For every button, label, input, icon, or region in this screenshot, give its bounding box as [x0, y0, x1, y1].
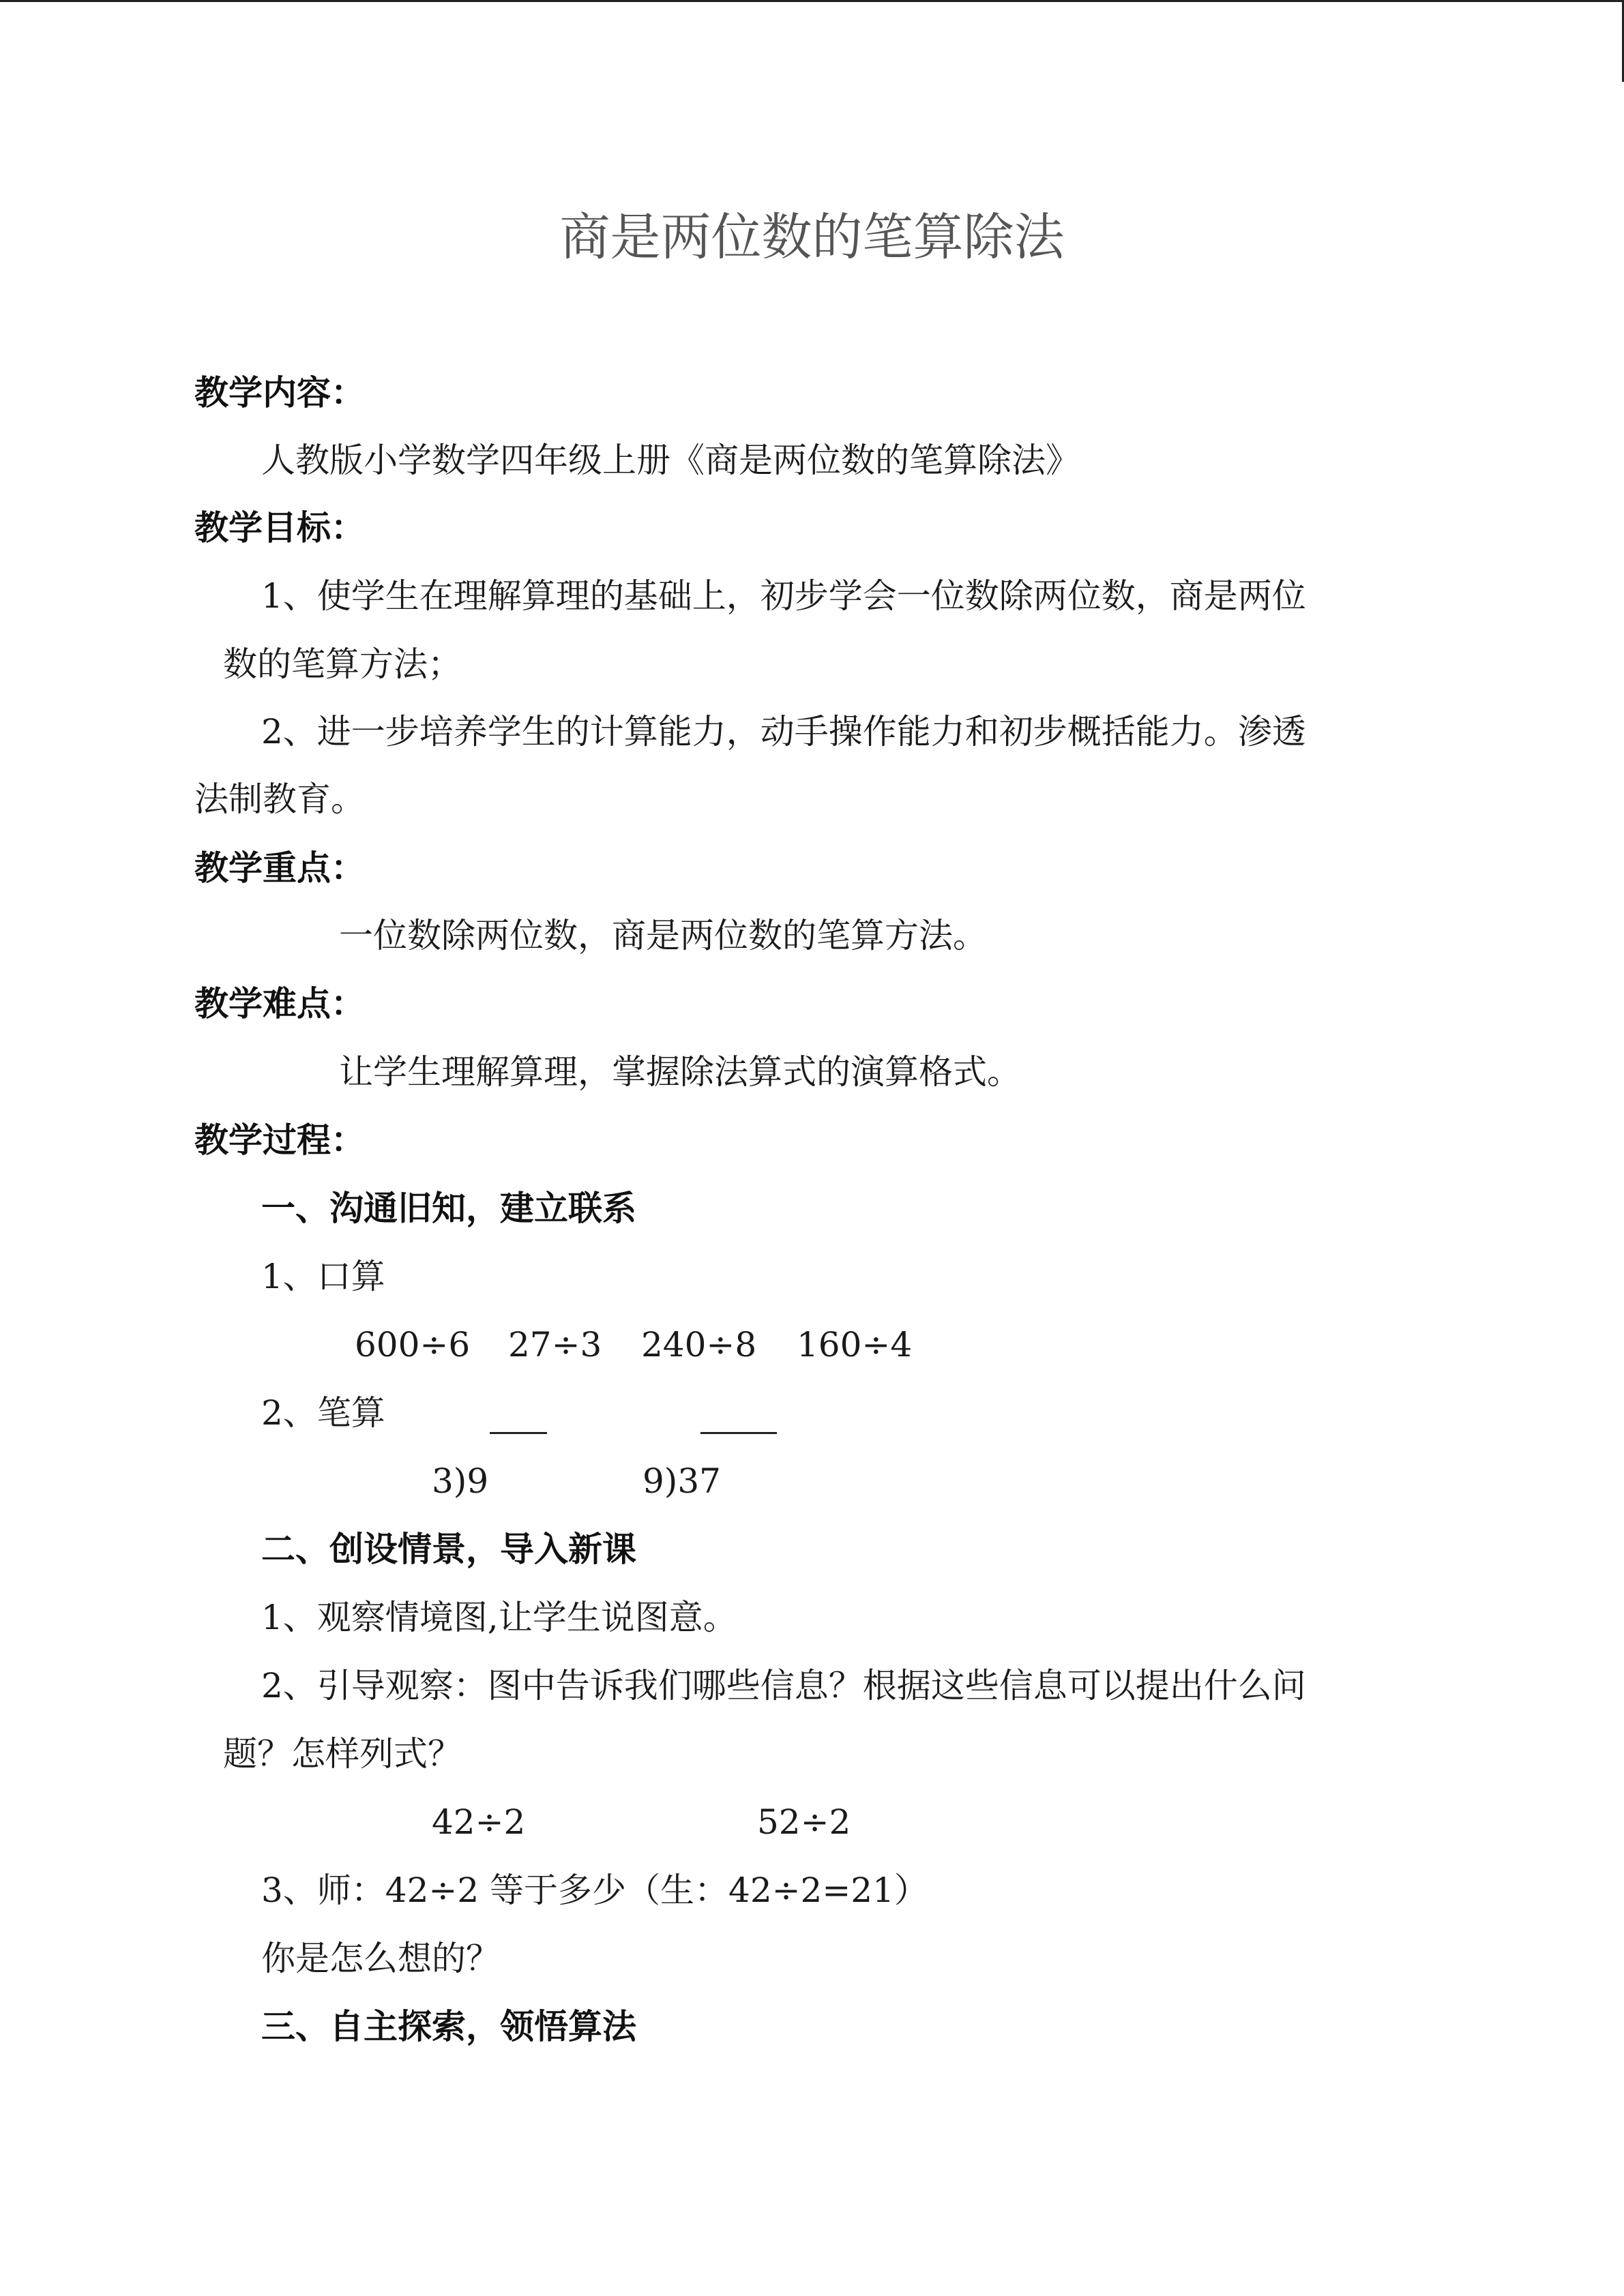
oral-item: 240÷8 [641, 1325, 757, 1365]
difficulty-heading: 教学难点： [194, 983, 365, 1024]
oral-item: 160÷4 [797, 1325, 913, 1365]
s2-item2-line1: 2、引导观察：图中告诉我们哪些信息？根据这些信息可以提出什么问 [261, 1666, 1306, 1705]
written-item: 9)37 [643, 1461, 721, 1501]
s2-item4: 你是怎么想的？ [261, 1939, 500, 1978]
division-bracket-line [490, 1432, 547, 1434]
s2-item1: 1、观察情境图,让学生说图意。 [261, 1598, 737, 1637]
oral-label: 1、口算 [261, 1257, 385, 1296]
key-text: 一位数除两位数，商是两位数的笔算方法。 [339, 916, 987, 955]
goal2-line1: 2、进一步培养学生的计算能力，动手操作能力和初步概括能力。渗透 [261, 712, 1306, 751]
written-label: 2、笔算 [261, 1393, 385, 1433]
page-top-border [0, 0, 1624, 2]
key-heading: 教学重点： [194, 848, 365, 888]
oral-item: 600÷6 [355, 1325, 471, 1365]
section3-heading: 三、自主探索，领悟算法 [261, 2006, 636, 2046]
goals-heading: 教学目标： [194, 507, 365, 548]
section2-heading: 二、创设情景，导入新课 [261, 1529, 636, 1569]
goal1-line2: 数的笔算方法； [223, 644, 462, 684]
goal2-line2: 法制教育。 [194, 779, 365, 819]
section1-heading: 一、沟通旧知，建立联系 [261, 1188, 636, 1228]
oral-item: 27÷3 [508, 1325, 602, 1365]
difficulty-text: 让学生理解算理，掌握除法算式的演算格式。 [339, 1052, 1021, 1092]
goal1-line1: 1、使学生在理解算理的基础上，初步学会一位数除两位数，商是两位 [261, 576, 1306, 616]
s2-item3: 3、师：42÷2 等于多少（生：42÷2=21） [261, 1870, 928, 1910]
content-heading: 教学内容： [194, 372, 365, 413]
division-bracket-line [700, 1432, 777, 1434]
s2-expression: 42÷2 [432, 1802, 526, 1842]
s2-item2-line2: 题？怎样列式？ [223, 1734, 462, 1774]
written-item: 3)9 [432, 1461, 489, 1501]
content-text: 人教版小学数学四年级上册《商是两位数的笔算除法》 [261, 441, 1080, 480]
document-title: 商是两位数的笔算除法 [559, 208, 1065, 267]
process-heading: 教学过程： [194, 1120, 365, 1160]
s2-expression: 52÷2 [757, 1802, 851, 1842]
